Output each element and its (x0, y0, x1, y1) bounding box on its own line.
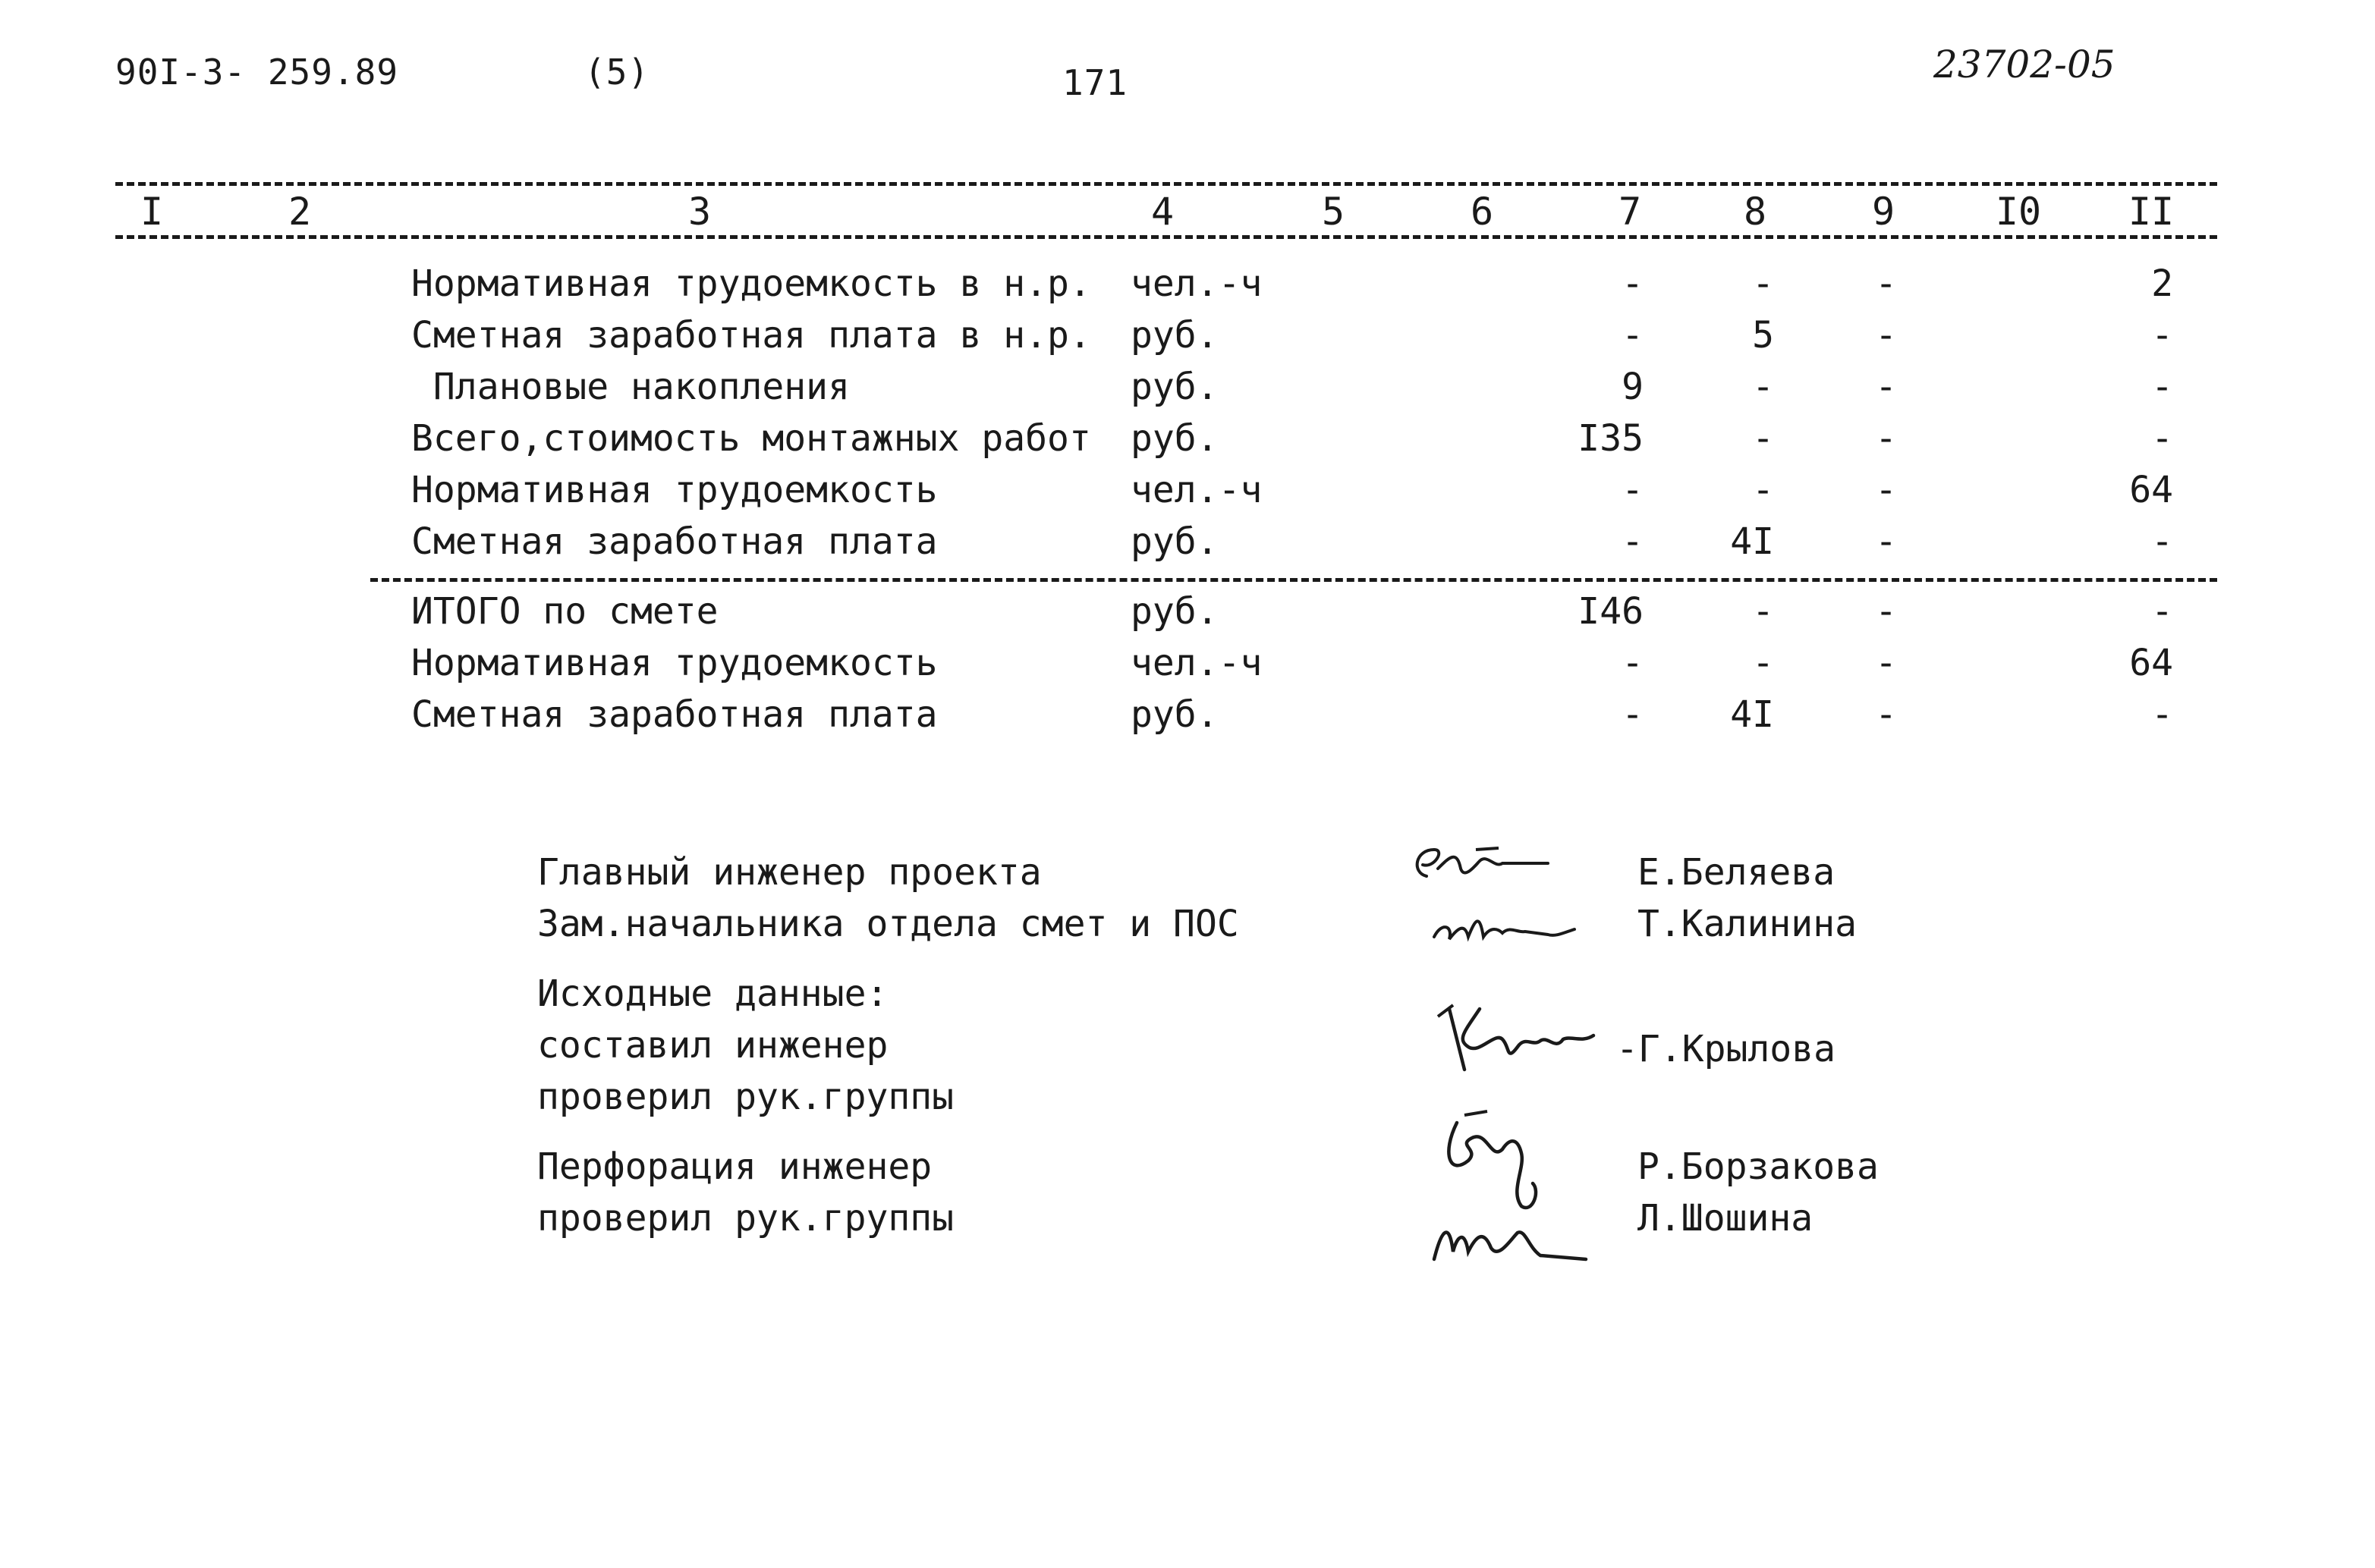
cell-col8: - (1752, 590, 1774, 633)
cell-col9: - (1875, 642, 1897, 684)
totals-separator-rule (370, 578, 2217, 582)
document-code: 90I-3- 259.89 (115, 52, 399, 93)
column-number: 7 (1618, 190, 1642, 234)
cell-col8: 4I (1730, 520, 1774, 563)
row-unit: чел.-ч (1131, 469, 1263, 511)
cell-col7: - (1622, 262, 1644, 305)
cell-col8: - (1752, 642, 1774, 684)
stamp-number: 23702-05 (1933, 42, 2115, 86)
cell-col11: 64 (2129, 469, 2173, 511)
cell-col9: - (1875, 469, 1897, 511)
cell-col11: - (2151, 693, 2173, 736)
row-name: Сметная заработная плата (411, 520, 938, 563)
cell-col11: 64 (2129, 642, 2173, 684)
compiled-by-name: -Г.Крылова (1616, 1028, 1836, 1070)
deputy-head-label: Зам.начальника отдела смет и ПОС (537, 903, 1239, 945)
row-name: Нормативная трудоемкость в н.р. (411, 262, 1091, 305)
checked-by-name: Л.Шошина (1637, 1197, 1813, 1240)
row-name: Сметная заработная плата (411, 693, 938, 736)
column-number: 2 (288, 190, 312, 234)
row-name: ИТОГО по смете (411, 590, 719, 633)
cell-col7: 9 (1622, 366, 1644, 408)
perforation-label: Перфорация инженер (537, 1145, 933, 1188)
row-unit: руб. (1131, 417, 1219, 460)
chief-engineer-label: Главный инженер проекта (537, 851, 1042, 894)
cell-col9: - (1875, 520, 1897, 563)
page-number: 171 (1062, 62, 1128, 103)
cell-col11: - (2151, 520, 2173, 563)
cell-col7: - (1622, 693, 1644, 736)
cell-col11: 2 (2151, 262, 2173, 305)
column-number: 6 (1470, 190, 1494, 234)
cell-col8: - (1752, 469, 1774, 511)
table-header-rule (115, 235, 2217, 239)
deputy-head-name: Т.Калинина (1637, 903, 1857, 945)
checked-by-label: проверил рук.группы (537, 1197, 955, 1240)
row-name: Сметная заработная плата в н.р. (411, 314, 1091, 357)
cell-col9: - (1875, 693, 1897, 736)
row-unit: чел.-ч (1131, 262, 1263, 305)
checked-by-label: проверил рук.группы (537, 1076, 955, 1118)
cell-col7: - (1622, 642, 1644, 684)
cell-col7: - (1622, 520, 1644, 563)
row-unit: чел.-ч (1131, 642, 1263, 684)
cell-col8: - (1752, 262, 1774, 305)
cell-col9: - (1875, 262, 1897, 305)
signature-borzakova-shoshina (1427, 1108, 1593, 1290)
perforation-name: Р.Борзакова (1637, 1145, 1879, 1188)
cell-col9: - (1875, 590, 1897, 633)
chief-engineer-name: Е.Беляева (1637, 851, 1836, 894)
part-number: (5) (584, 52, 650, 93)
row-unit: руб. (1131, 366, 1219, 408)
cell-col9: - (1875, 366, 1897, 408)
column-number: 5 (1321, 190, 1345, 234)
cell-col9: - (1875, 417, 1897, 460)
row-name: Всего,стоимость монтажных работ (411, 417, 1091, 460)
row-name: Нормативная трудоемкость (411, 469, 938, 511)
row-unit: руб. (1131, 520, 1219, 563)
column-number: 8 (1743, 190, 1767, 234)
column-number: I0 (1995, 190, 2042, 234)
cell-col11: - (2151, 314, 2173, 357)
cell-col11: - (2151, 590, 2173, 633)
cell-col7: I35 (1578, 417, 1644, 460)
column-number: I (140, 190, 164, 234)
row-unit: руб. (1131, 693, 1219, 736)
cell-col7: - (1622, 469, 1644, 511)
cell-col9: - (1875, 314, 1897, 357)
row-unit: руб. (1131, 590, 1219, 633)
signature-belyaeva (1404, 834, 1556, 895)
cell-col8: 4I (1730, 693, 1774, 736)
compiled-by-label: составил инженер (537, 1024, 889, 1067)
table-top-rule (115, 182, 2217, 186)
signature-kalinina (1427, 895, 1586, 956)
row-name: Нормативная трудоемкость (411, 642, 938, 684)
cell-col11: - (2151, 366, 2173, 408)
column-number: 3 (687, 190, 712, 234)
source-data-label: Исходные данные: (537, 973, 889, 1015)
cell-col8: - (1752, 417, 1774, 460)
cell-col7: I46 (1578, 590, 1644, 633)
row-name: Плановые накопления (411, 366, 850, 408)
row-unit: руб. (1131, 314, 1219, 357)
signature-krylova (1434, 994, 1624, 1092)
cell-col8: - (1752, 366, 1774, 408)
cell-col11: - (2151, 417, 2173, 460)
column-number: 9 (1871, 190, 1895, 234)
column-number: II (2128, 190, 2175, 234)
column-number: 4 (1150, 190, 1175, 234)
cell-col7: - (1622, 314, 1644, 357)
cell-col8: 5 (1752, 314, 1774, 357)
